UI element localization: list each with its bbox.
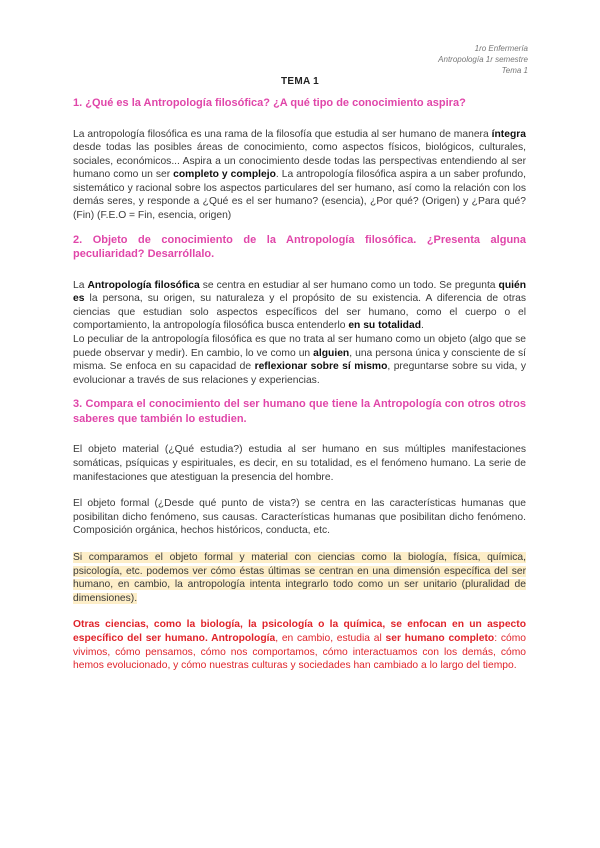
header-topic: Tema 1 bbox=[501, 66, 528, 75]
question-3: 3. Compara el conocimiento del ser humano que tiene la Antropología con otros otros saberes que también lo estudien. bbox=[73, 398, 526, 425]
comparison-paragraph bbox=[73, 551, 526, 605]
highlighted-text: Si comparamos el objeto formal y material con ciencias como la biología, física, química, psicología, etc. podemos ver cómo éstas últimas se centran en una dimensión específica del ser humano, en cambio, la antropología intenta integrarlo todo como un ser unitario (pluralidad de dimensiones). bbox=[73, 551, 526, 604]
header-course: 1ro Enfermería bbox=[474, 44, 528, 53]
question-2: 2. Objeto de conocimiento de la Antropología filosófica. ¿Presenta alguna peculiaridad? Desarróllalo. bbox=[73, 233, 526, 261]
question-1: 1. ¿Qué es la Antropología filosófica? ¿A qué tipo de conocimiento aspira? bbox=[73, 97, 466, 109]
page-title: TEMA 1 bbox=[280, 76, 320, 87]
object-formal-paragraph: El objeto formal (¿Desde qué punto de vista?) se centra en las características humanas que posibilitan dicho fenómeno, sus causas. Características humanas que posibilitan dicho fenómeno. Composición orgánica, hechos históricos, conducta, etc. bbox=[73, 498, 526, 537]
document-body bbox=[73, 96, 526, 673]
header-subject: Antropología 1r semestre bbox=[438, 55, 528, 64]
summary-paragraph: Otras ciencias, como la biología, la psicología o la química, se enfocan en un aspecto específico del ser humano. Antropología, en cambio, estudia al ser humano completo: cómo vivimos, cómo pensamos, cómo nos comportamos, cómo interactuamos con los demás, cómo hemos evolucionado, y cómo nuestras culturas y sociedades han cambiado a lo largo del tiempo. bbox=[73, 619, 527, 672]
answer-1-paragraph: La antropología filosófica es una rama de la filosofía que estudia al ser humano de manera íntegra desde todas las posibles áreas de conocimiento, como aspectos físicos, biológicos, culturales, sociales, económicos... Aspira a un conocimiento desde todas las perspectivas entendiendo al ser humano como un ser completo y complejo. La antropología filosófica aspira a un saber profundo, sistemático y racional sobre los aspectos particulares del ser humano, así como la relación con los demás seres, y responde a ¿Qué es el ser humano? (esencia), ¿Por qué? (Origen) y ¿Para qué? (Fin) (F.E.O = Fin, esencia, origen) bbox=[73, 128, 526, 222]
object-material-paragraph: El objeto material (¿Qué estudia?) estudia al ser humano en sus múltiples manifestaciones somáticas, psíquicas y espirituales, es decir, en su totalidad, es el fenómeno humano. La serie de manifestaciones que atestiguan la presencia del hombre. bbox=[73, 444, 526, 483]
page-header bbox=[438, 43, 528, 76]
answer-2-paragraph-1: La Antropología filosófica se centra en estudiar al ser humano como un todo. Se pregunta quién es la persona, su origen, su naturaleza y el propósito de su existencia. A diferencia de otras ciencias que estudian solo aspectos específicos del ser humano, como el cuerpo o el comportamiento, la antropología filosófica busca entenderlo en su totalidad. bbox=[73, 279, 526, 332]
answer-2-paragraph-2: Lo peculiar de la antropología filosófica es que no trata al ser humano como un objeto (algo que se puede observar y medir). En cambio, lo ve como un alguien, una persona única y consciente de sí misma. Se enfoca en su capacidad de reflexionar sobre sí mismo, preguntarse sobre su vida, y evolucionar a través de sus relaciones y experiencias. bbox=[73, 334, 526, 386]
